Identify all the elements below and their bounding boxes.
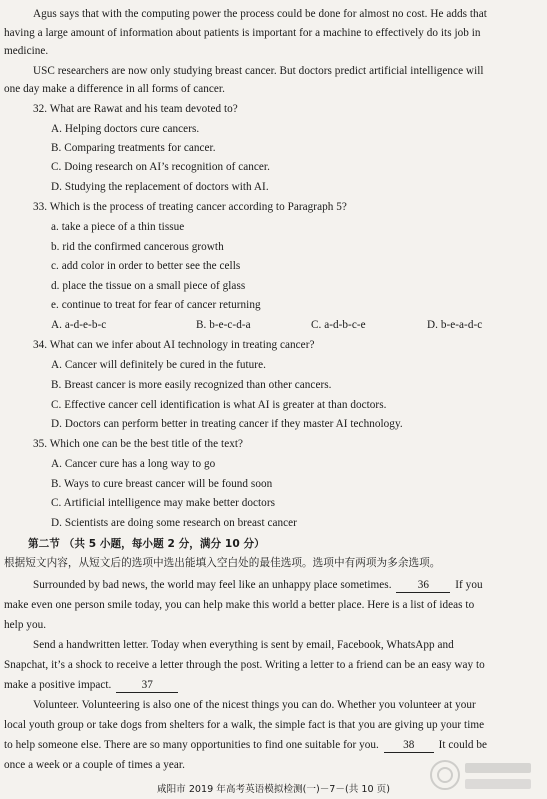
q32-option-d: D. Studying the replacement of doctors with AI. xyxy=(51,181,269,193)
passage-line: local youth group or take dogs from shelters for a walk, the simple fact is that you are giving up your time xyxy=(4,719,485,731)
passage-line: once a week or a couple of times a year. xyxy=(4,759,185,771)
section-instruction: 根据短文内容，从短文后的选项中选出能填入空白处的最佳选项。选项中有两项为多余选项。 xyxy=(4,557,441,569)
passage-line: Agus says that with the computing power the process could be done for almost no cost. He adds that xyxy=(33,8,487,20)
question-34-stem: 34. What can we infer about AI technology in treating cancer? xyxy=(33,339,315,351)
passage-line: Snapchat, it’s a shock to receive a letter through the post. Writing a letter to a friend can be an easy way to xyxy=(4,659,485,671)
watermark-icon xyxy=(427,755,537,795)
passage-text: It could be xyxy=(438,739,488,751)
q33-step-a: a. take a piece of a thin tissue xyxy=(51,221,185,233)
q33-option-c: C. a-d-b-c-e xyxy=(311,319,366,331)
q33-step-b: b. rid the confirmed cancerous growth xyxy=(51,241,224,253)
q34-option-d: D. Doctors can perform better in treating cancer if they master AI technology. xyxy=(51,418,403,430)
question-33-stem: 33. Which is the process of treating cancer according to Paragraph 5? xyxy=(33,201,347,213)
passage-text: to help someone else. There are so many opportunities to find one suitable for you. xyxy=(4,739,379,751)
q32-option-b: B. Comparing treatments for cancer. xyxy=(51,142,216,154)
blank-37: 37 xyxy=(116,678,178,693)
q33-step-d: d. place the tissue on a small piece of glass xyxy=(51,280,246,292)
q33-option-d: D. b-e-a-d-c xyxy=(427,319,483,331)
passage-line: Send a handwritten letter. Today when everything is sent by email, Facebook, WhatsApp and xyxy=(33,639,454,651)
q33-step-c: c. add color in order to better see the cells xyxy=(51,260,241,272)
passage-line xyxy=(0,578,547,593)
passage-line xyxy=(0,678,547,693)
passage-text: If you xyxy=(455,579,483,591)
page-footer: 咸阳市 2019 年高考英语模拟检测(一)－7－(共 10 页) xyxy=(157,784,390,795)
passage-text: make a positive impact. xyxy=(4,679,112,691)
q33-option-b: B. b-e-c-d-a xyxy=(196,319,251,331)
q34-option-a: A. Cancer will definitely be cured in the future. xyxy=(51,359,266,371)
passage-line: having a large amount of information about patients is important for a machine to effectively do its job in xyxy=(4,27,481,39)
question-32-stem: 32. What are Rawat and his team devoted to? xyxy=(33,103,238,115)
passage-line: Volunteer. Volunteering is also one of the nicest things you can do. Whether you volunteer at your xyxy=(33,699,476,711)
q34-option-b: B. Breast cancer is more easily recognized than other cancers. xyxy=(51,379,332,391)
section-heading: 第二节 （共 5 小题，每小题 2 分，满分 10 分） xyxy=(28,538,265,550)
q35-option-c: C. Artificial intelligence may make better doctors xyxy=(51,497,275,509)
q33-step-e: e. continue to treat for fear of cancer returning xyxy=(51,299,261,311)
q34-option-c: C. Effective cancer cell identification is what AI is greater at than doctors. xyxy=(51,399,387,411)
passage-line: help you. xyxy=(4,619,47,631)
passage-line: USC researchers are now only studying breast cancer. But doctors predict artificial intelligence will xyxy=(33,65,484,77)
q32-option-c: C. Doing research on AI’s recognition of cancer. xyxy=(51,161,270,173)
passage-text: Surrounded by bad news, the world may feel like an unhappy place sometimes. xyxy=(33,579,392,591)
q33-option-a: A. a-d-e-b-c xyxy=(51,319,107,331)
passage-line: make even one person smile today, you can help make this world a better place. Here is a list of ideas to xyxy=(4,599,475,611)
passage-line: medicine. xyxy=(4,45,49,57)
q35-option-d: D. Scientists are doing some research on breast cancer xyxy=(51,517,297,529)
blank-36: 36 xyxy=(396,578,450,593)
q32-option-a: A. Helping doctors cure cancers. xyxy=(51,123,200,135)
blank-38: 38 xyxy=(384,738,434,753)
question-35-stem: 35. Which one can be the best title of the text? xyxy=(33,438,244,450)
passage-line xyxy=(0,738,547,753)
q35-option-a: A. Cancer cure has a long way to go xyxy=(51,458,216,470)
passage-line: one day make a difference in all forms of cancer. xyxy=(4,83,225,95)
q35-option-b: B. Ways to cure breast cancer will be found soon xyxy=(51,478,273,490)
